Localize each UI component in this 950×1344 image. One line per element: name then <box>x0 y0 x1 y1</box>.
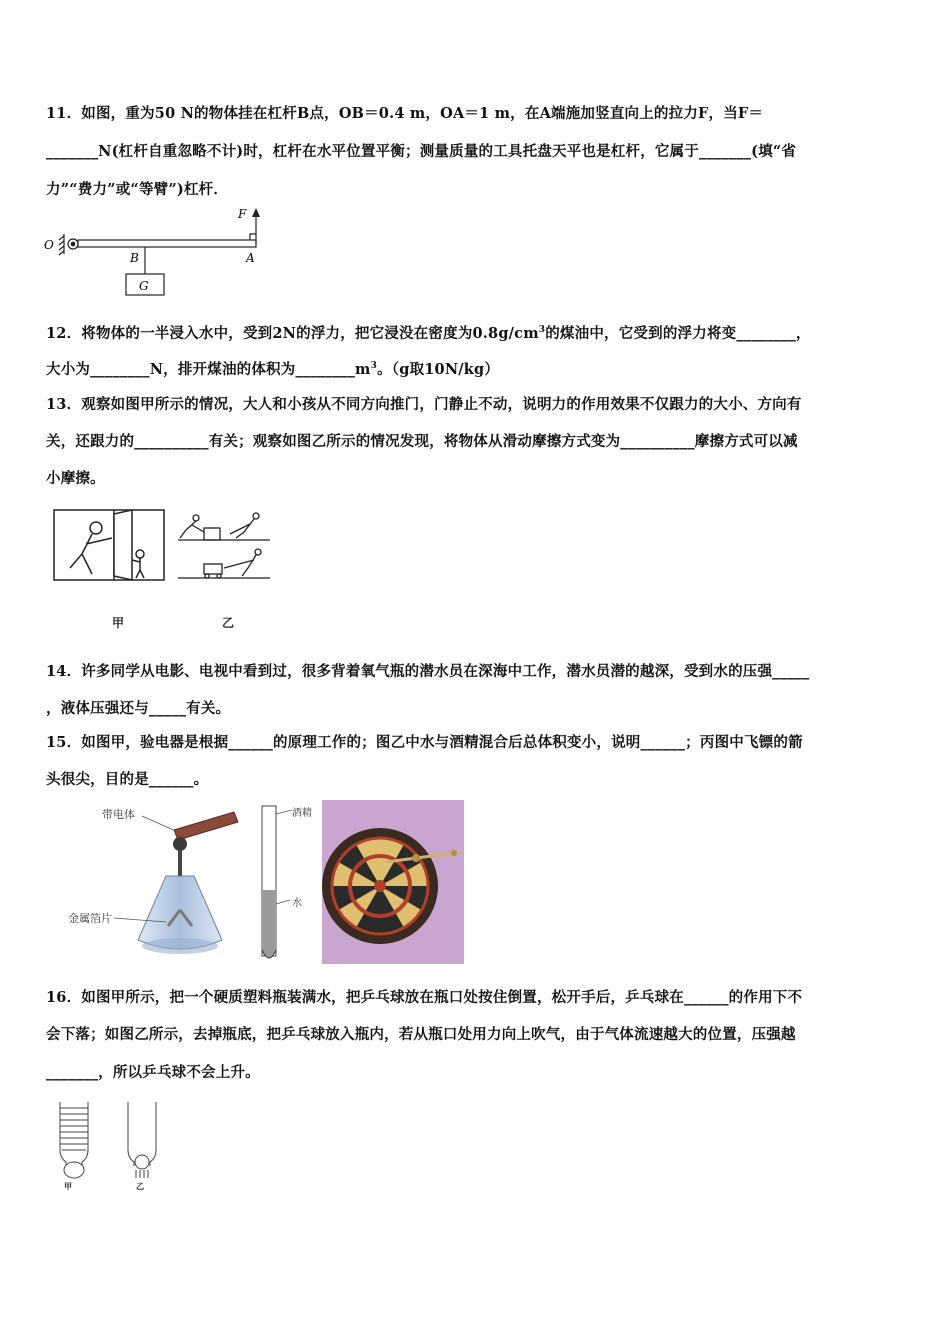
label-G: G <box>139 279 149 293</box>
test-tube-figure <box>252 800 322 968</box>
q11-line2: _______N(杠杆自重忽略不计)时，杠杆在水平位置平衡；测量质量的工具托盘天平也是杠杆，它属于_______(填“省 <box>46 143 797 160</box>
label-water: 水 <box>292 898 302 909</box>
q16-line2: 会下落；如图乙所示，去掉瓶底，把乒乓球放入瓶内，若从瓶口处用力向上吹气，由于气体流速越大的位置，压强越 <box>46 1026 796 1043</box>
bottle-yi-figure <box>122 1100 162 1180</box>
bottle-jia-figure <box>54 1100 94 1180</box>
friction-figure <box>174 508 274 584</box>
label-alcohol: 酒精 <box>292 808 312 819</box>
q14-line1: 14．许多同学从电影、电视中看到过，很多背着氧气瓶的潜水员在深海中工作，潜水员潜的越深，受到水的压强_____ <box>46 663 810 680</box>
electroscope-figure <box>62 800 242 968</box>
label-F: F <box>238 207 247 221</box>
q16-line3: _______，所以乒乓球不会上升。 <box>46 1064 260 1081</box>
dartboard-figure <box>322 800 464 964</box>
q15-line1: 15．如图甲，验电器是根据______的原理工作的；图乙中水与酒精混合后总体积变小，说明______；丙图中飞镖的箭 <box>46 734 803 751</box>
q12-line2: 大小为________N，排开煤油的体积为$\_\_\_\_\_\_\_\_m^3$。（g取10N/kg） <box>46 361 500 378</box>
label-B: B <box>130 251 139 265</box>
q15-line2: 头很尖，目的是______。 <box>46 771 209 788</box>
q13-line2: 关，还跟力的__________有关；观察如图乙所示的情况发现，将物体从滑动摩擦方式变为__________摩擦方式可以减 <box>46 433 798 450</box>
q14-line2: ，液体压强还与_____有关。 <box>46 700 231 717</box>
lever-figure <box>40 200 280 300</box>
label-charged-body: 带电体 <box>102 808 135 821</box>
q11-line3: 力”“费力”或“等臂”)杠杆． <box>46 181 229 198</box>
q11-line1: 11．如图，重为50 N的物体挂在杠杆B点，OB＝0.4 m，OA＝1 m，在A端施加竖直向上的拉力F，当F＝ <box>46 105 764 122</box>
door-push-figure <box>52 508 168 584</box>
label-A: A <box>246 251 255 265</box>
label-O: O <box>44 238 54 252</box>
caption-jia-16: 甲 <box>64 1181 72 1191</box>
caption-jia-13: 甲 <box>112 616 125 630</box>
caption-yi-13: 乙 <box>222 616 235 630</box>
q12-line1: 12．将物体的一半浸入水中，受到2N的浮力，把它浸没在密度为$0.8g/cm^3$的煤油中，它受到的浮力将变________， <box>46 325 811 342</box>
label-metal-foil: 金属箔片 <box>68 912 112 925</box>
caption-yi-16: 乙 <box>136 1181 144 1191</box>
q16-line1: 16．如图甲所示，把一个硬质塑料瓶装满水，把乒乓球放在瓶口处按住倒置，松开手后，乒乓球在______的作用下不 <box>46 989 803 1006</box>
q13-line1: 13．观察如图甲所示的情况，大人和小孩从不同方向推门，门静止不动，说明力的作用效果不仅跟力的大小、方向有 <box>46 396 802 413</box>
q13-line3: 小摩擦。 <box>46 470 105 487</box>
